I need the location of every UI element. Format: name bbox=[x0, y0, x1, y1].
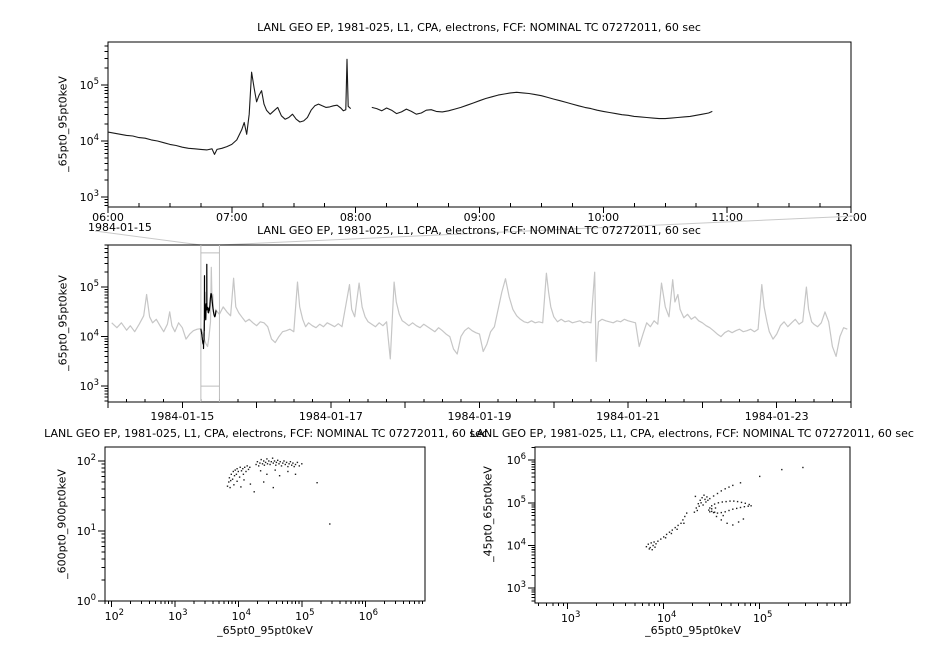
scatter-right-point bbox=[707, 500, 708, 501]
scatter-right-point bbox=[680, 523, 681, 524]
top-xtick-label: 06:00 bbox=[92, 211, 124, 224]
scatter-left-point bbox=[301, 463, 302, 464]
scatter-left-point bbox=[329, 523, 330, 524]
scatter-right-point bbox=[738, 521, 739, 522]
scatter-left-point bbox=[238, 471, 239, 472]
scatter-left-point bbox=[282, 462, 283, 463]
scatter-right-point bbox=[700, 500, 701, 501]
scatter-right-point bbox=[666, 534, 667, 535]
scatter-right-point bbox=[672, 529, 673, 530]
mid-xtick-label: 1984-01-19 bbox=[447, 410, 512, 423]
context-series-line bbox=[112, 267, 848, 361]
scatter-right-point bbox=[732, 509, 733, 510]
scatter-right-point bbox=[657, 541, 658, 542]
scatter-right-point bbox=[745, 503, 746, 504]
scatter-left-point bbox=[272, 458, 273, 459]
scatter-left-point bbox=[287, 466, 288, 467]
scatter-right-point bbox=[702, 504, 703, 505]
scatter-right-point bbox=[722, 501, 723, 502]
scatter-right-point bbox=[725, 511, 726, 512]
scatter-right-point bbox=[655, 543, 656, 544]
scatter-left-point bbox=[287, 471, 288, 472]
scatter-left-point bbox=[286, 462, 287, 463]
scatter-right-point bbox=[725, 501, 726, 502]
scatter-right-point bbox=[669, 532, 670, 533]
scatter-right-point bbox=[709, 507, 710, 508]
scatter-left-point bbox=[235, 469, 236, 470]
mid-xtick-label: 1984-01-23 bbox=[744, 410, 809, 423]
scatter-right-point bbox=[652, 545, 653, 546]
scatter-left-point bbox=[278, 463, 279, 464]
scatter-right-point bbox=[684, 516, 685, 517]
top-xtick-label: 09:00 bbox=[463, 211, 496, 224]
scatter-left-point bbox=[236, 468, 237, 469]
scatter-right-point bbox=[650, 547, 651, 548]
scatter-right-point bbox=[740, 507, 741, 508]
scatter-left-point bbox=[254, 491, 255, 492]
scatter-left-point bbox=[316, 482, 317, 483]
br-ytick-label: $10^6$ bbox=[506, 452, 526, 468]
scatter-right-point bbox=[665, 537, 666, 538]
scatter-left-point bbox=[233, 484, 234, 485]
scatter-left-point bbox=[297, 462, 298, 463]
y-axis-label-top-timeseries: _65pt0_95pt0keV bbox=[56, 76, 70, 172]
scatter-right-point bbox=[677, 525, 678, 526]
br-ytick-label: $10^5$ bbox=[506, 494, 526, 510]
y-axis-label-scatter-left: _600pt0_900pt0keV bbox=[55, 469, 69, 579]
scatter-left-point bbox=[248, 469, 249, 470]
scatter-left-point bbox=[288, 463, 289, 464]
scatter-right-point bbox=[716, 516, 717, 517]
scatter-right-point bbox=[648, 544, 649, 545]
scatter-left-point bbox=[271, 461, 272, 462]
context-highlight-line bbox=[208, 294, 217, 317]
scatter-right-point bbox=[718, 502, 719, 503]
top-series-line bbox=[108, 59, 351, 154]
top-ytick-label: $10^4$ bbox=[79, 133, 99, 148]
scatter-right-point bbox=[728, 510, 729, 511]
panel-title-top-timeseries: LANL GEO EP, 1981-025, L1, CPA, electrons, FCF: NOMINAL TC 07272011, 60 sec bbox=[257, 21, 701, 34]
scatter-right-point bbox=[732, 524, 733, 525]
mid-ytick-label: $10^5$ bbox=[79, 279, 99, 295]
scatter-left-point bbox=[249, 467, 250, 468]
scatter-left-point bbox=[276, 462, 277, 463]
scatter-left-point bbox=[228, 481, 229, 482]
top-series-line bbox=[372, 92, 713, 118]
scatter-right-point bbox=[721, 519, 722, 520]
scatter-left-point bbox=[267, 463, 268, 464]
scatter-left-point bbox=[279, 475, 280, 476]
scatter-right-point bbox=[653, 541, 654, 542]
scatter-right-point bbox=[728, 486, 729, 487]
scatter-right-point bbox=[697, 510, 698, 511]
bl-xtick-label: $10^3$ bbox=[168, 608, 188, 623]
scatter-left-frame bbox=[105, 447, 425, 601]
scatter-right-point bbox=[744, 506, 745, 507]
bl-xtick-label: $10^4$ bbox=[231, 608, 252, 623]
scatter-right-point bbox=[721, 512, 722, 513]
scatter-left-point bbox=[266, 458, 267, 459]
scatter-left-point bbox=[299, 465, 300, 466]
scatter-right-point bbox=[704, 499, 705, 500]
scatter-left-point bbox=[243, 474, 244, 475]
br-xtick-label: $10^5$ bbox=[753, 610, 773, 625]
scatter-right-point bbox=[721, 490, 722, 491]
x-axis-label-scatter-right: _65pt0_95pt0keV bbox=[645, 624, 741, 637]
scatter-right-point bbox=[698, 503, 699, 504]
scatter-right-point bbox=[711, 511, 712, 512]
scatter-right-point bbox=[711, 508, 712, 509]
scatter-right-point bbox=[675, 527, 676, 528]
scatter-left-point bbox=[239, 476, 240, 477]
scatter-right-point bbox=[726, 523, 727, 524]
scatter-right-point bbox=[725, 488, 726, 489]
scatter-right-point bbox=[717, 512, 718, 513]
scatter-right-point bbox=[740, 482, 741, 483]
scatter-left-point bbox=[243, 479, 244, 480]
top-xtick-label: 12:00 bbox=[835, 211, 867, 224]
scatter-left-point bbox=[232, 479, 233, 480]
panel-title-scatter-left: LANL GEO EP, 1981-025, L1, CPA, electrons, FCF: NOMINAL TC 07272011, 60 sec bbox=[44, 427, 488, 440]
scatter-left-point bbox=[294, 466, 295, 467]
context-date-label: 1984-01-15 bbox=[88, 221, 152, 234]
scatter-left-point bbox=[268, 460, 269, 461]
scatter-left-point bbox=[285, 464, 286, 465]
scatter-right-point bbox=[682, 519, 683, 520]
scatter-right-point bbox=[703, 495, 704, 496]
scatter-right-point bbox=[737, 501, 738, 502]
scatter-right-point bbox=[732, 485, 733, 486]
scatter-right-point bbox=[723, 515, 724, 516]
scatter-left-point bbox=[242, 468, 243, 469]
top-xtick-label: 08:00 bbox=[339, 211, 372, 224]
scatter-right-point bbox=[748, 506, 749, 507]
scatter-left-point bbox=[259, 462, 260, 463]
top-xtick-label: 10:00 bbox=[587, 211, 620, 224]
scatter-right-point bbox=[649, 548, 650, 549]
scatter-left-point bbox=[230, 480, 231, 481]
bl-ytick-label: $10^2$ bbox=[76, 453, 96, 468]
scatter-left-point bbox=[273, 487, 274, 488]
panel-title-scatter-right: LANL GEO EP, 1981-025, L1, CPA, electrons, FCF: NOMINAL TC 07272011, 60 sec bbox=[470, 427, 914, 440]
scatter-right-point bbox=[715, 507, 716, 508]
scatter-left-point bbox=[257, 461, 258, 462]
mid-ytick-label: $10^3$ bbox=[79, 378, 99, 394]
mid-ytick-label: $10^4$ bbox=[79, 328, 99, 344]
scatter-right-point bbox=[686, 512, 687, 513]
scatter-left-point bbox=[229, 487, 230, 488]
scatter-left-point bbox=[281, 465, 282, 466]
scatter-right-point bbox=[743, 518, 744, 519]
scatter-right-point bbox=[683, 523, 684, 524]
br-ytick-label: $10^4$ bbox=[506, 537, 526, 553]
scatter-left-point bbox=[261, 459, 262, 460]
scatter-left-point bbox=[277, 460, 278, 461]
scatter-left-point bbox=[260, 470, 261, 471]
scatter-right-point bbox=[750, 505, 751, 506]
scatter-right-point bbox=[646, 546, 647, 547]
scatter-left-point bbox=[240, 486, 241, 487]
br-xtick-label: $10^3$ bbox=[560, 610, 581, 625]
scatter-left-point bbox=[266, 474, 267, 475]
scatter-left-point bbox=[269, 464, 270, 465]
scatter-right-point bbox=[741, 502, 742, 503]
scatter-left-point bbox=[263, 460, 264, 461]
y-axis-label-context-timeseries: _65pt0_95pt0keV bbox=[56, 275, 70, 371]
bl-xtick-label: $10^2$ bbox=[104, 608, 125, 623]
bl-ytick-label: $10^0$ bbox=[76, 593, 96, 608]
scatter-right-point bbox=[652, 549, 653, 550]
scatter-left-point bbox=[280, 461, 281, 462]
br-xtick-label: $10^4$ bbox=[656, 610, 677, 625]
scatter-left-point bbox=[245, 471, 246, 472]
scatter-right-point bbox=[654, 547, 655, 548]
scatter-left-point bbox=[274, 460, 275, 461]
scatter-left-point bbox=[234, 475, 235, 476]
scatter-right-point bbox=[663, 536, 664, 537]
scatter-left-point bbox=[273, 462, 274, 463]
scatter-right-point bbox=[694, 512, 695, 513]
scatter-right-point bbox=[671, 533, 672, 534]
scatter-left-point bbox=[236, 481, 237, 482]
scatter-right-point bbox=[706, 496, 707, 497]
scatter-right-point bbox=[699, 506, 700, 507]
y-axis-label-scatter-right: _45pt0_65pt0keV bbox=[481, 466, 495, 562]
bl-xtick-label: $10^6$ bbox=[358, 608, 379, 623]
scatter-right-point bbox=[676, 529, 677, 530]
scatter-right-point bbox=[651, 542, 652, 543]
bl-xtick-label: $10^5$ bbox=[295, 608, 315, 623]
top-timeseries-frame bbox=[108, 42, 851, 207]
scatter-right-point bbox=[713, 495, 714, 496]
panel-title-context-timeseries: LANL GEO EP, 1981-025, L1, CPA, electrons, FCF: NOMINAL TC 07272011, 60 sec bbox=[257, 224, 701, 237]
scatter-left-point bbox=[295, 464, 296, 465]
scatter-right-point bbox=[711, 505, 712, 506]
mid-xtick-label: 1984-01-17 bbox=[298, 410, 363, 423]
scatter-left-point bbox=[275, 465, 276, 466]
scatter-right-point bbox=[701, 497, 702, 498]
scatter-right-point bbox=[695, 496, 696, 497]
scatter-right-point bbox=[708, 509, 709, 510]
scatter-left-point bbox=[247, 465, 248, 466]
scatter-left-point bbox=[250, 483, 251, 484]
scatter-right-point bbox=[705, 501, 706, 502]
scatter-left-point bbox=[264, 465, 265, 466]
top-ytick-label: $10^5$ bbox=[79, 77, 99, 93]
scatter-left-point bbox=[241, 470, 242, 471]
scatter-right-point bbox=[714, 512, 715, 513]
scatter-left-point bbox=[295, 474, 296, 475]
scatter-left-point bbox=[275, 469, 276, 470]
scatter-left-point bbox=[255, 464, 256, 465]
scatter-left-point bbox=[233, 471, 234, 472]
scatter-left-point bbox=[240, 467, 241, 468]
scatter-right-point bbox=[729, 500, 730, 501]
mid-xtick-label: 1984-01-15 bbox=[150, 410, 215, 423]
scatter-right-point bbox=[736, 508, 737, 509]
br-ytick-label: $10^3$ bbox=[506, 580, 526, 596]
scatter-left-point bbox=[229, 477, 230, 478]
top-xtick-label: 07:00 bbox=[215, 211, 248, 224]
scatter-right-point bbox=[717, 493, 718, 494]
scatter-left-point bbox=[236, 474, 237, 475]
bl-ytick-label: $10^1$ bbox=[76, 523, 96, 538]
scatter-right-frame bbox=[535, 447, 850, 603]
scatter-left-point bbox=[265, 462, 266, 463]
mid-xtick-label: 1984-01-21 bbox=[596, 410, 661, 423]
scatter-right-point bbox=[714, 503, 715, 504]
scatter-right-point bbox=[696, 507, 697, 508]
scatter-right-point bbox=[759, 476, 760, 477]
scatter-left-point bbox=[292, 462, 293, 463]
scatter-right-point bbox=[709, 498, 710, 499]
scatter-left-point bbox=[262, 463, 263, 464]
scatter-right-point bbox=[781, 469, 782, 470]
scatter-right-point bbox=[749, 504, 750, 505]
scatter-left-point bbox=[258, 465, 259, 466]
scatter-left-point bbox=[244, 467, 245, 468]
scatter-left-point bbox=[227, 486, 228, 487]
scatter-right-point bbox=[709, 511, 710, 512]
scatter-left-point bbox=[231, 474, 232, 475]
scatter-right-point bbox=[802, 467, 803, 468]
scatter-right-point bbox=[660, 538, 661, 539]
scatter-left-point bbox=[290, 461, 291, 462]
top-ytick-label: $10^3$ bbox=[79, 188, 99, 204]
x-axis-label-scatter-left: _65pt0_95pt0keV bbox=[217, 624, 313, 637]
scatter-right-point bbox=[733, 500, 734, 501]
top-xtick-label: 11:00 bbox=[711, 211, 744, 224]
scatter-left-point bbox=[291, 465, 292, 466]
context-highlight-line bbox=[201, 264, 207, 348]
scatter-left-point bbox=[283, 460, 284, 461]
scatter-left-point bbox=[263, 481, 264, 482]
scatter-right-point bbox=[700, 502, 701, 503]
